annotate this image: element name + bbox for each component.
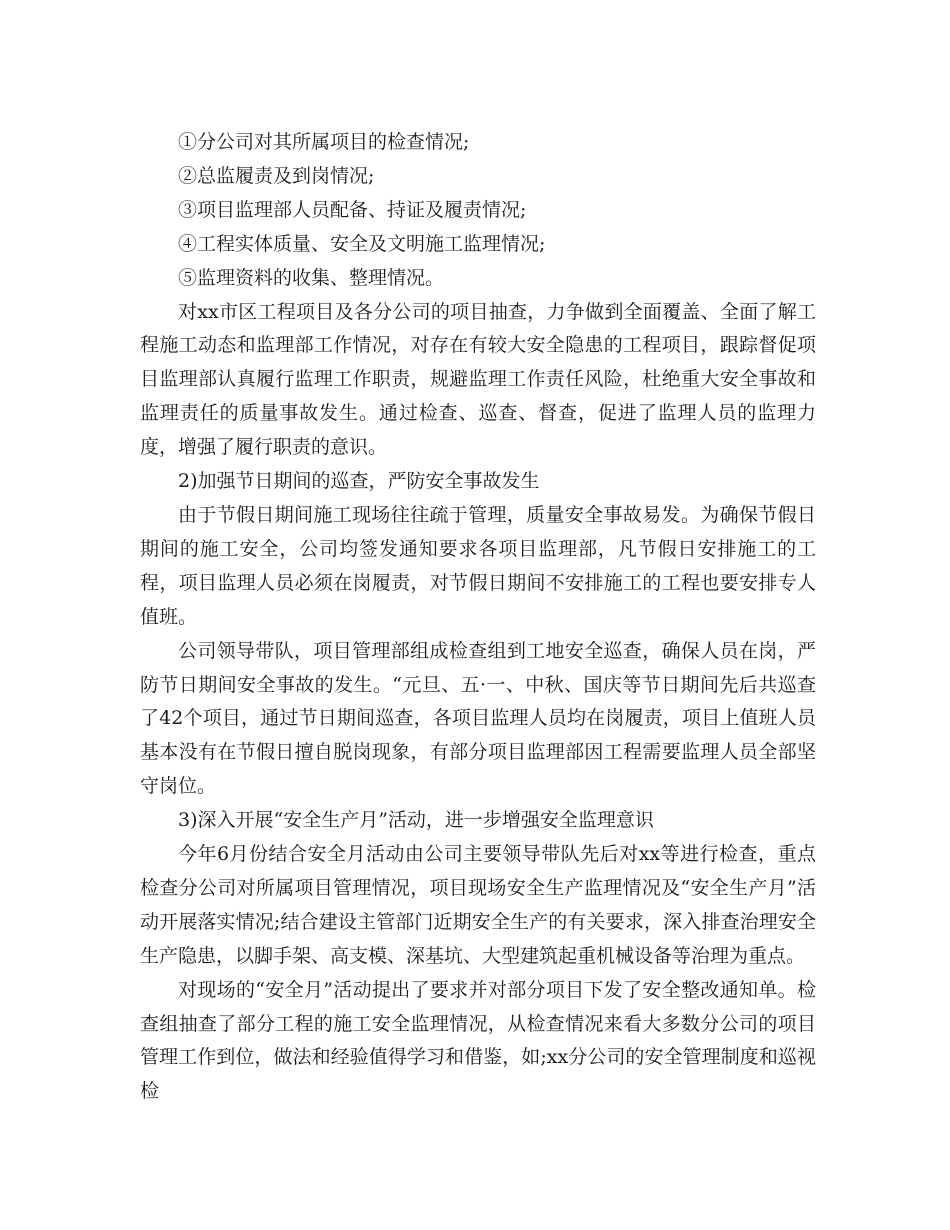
document-page [140,126,816,1109]
paragraph-inspection-coverage: 对xx市区工程项目及各分公司的项目抽查，力争做到全面覆盖、全面了解工程施工动态和监理部工作情况，对存在有较大安全隐患的工程项目，跟踪督促项目监理部认真履行监理工作职责，规避监理工作责任风险，杜绝重大安全事故和监理责任的质量事故发生。通过检查、巡查、督查，促进了监理人员的监理力度，增强了履行职责的意识。 [140,300,816,459]
paragraph-safety-month-requirements: 对现场的“安全月”活动提出了要求并对部分项目下发了安全整改通知单。检查组抽查了部分工程的施工安全监理情况，从检查情况来看大多数分公司的项目管理工作到位，做法和经验值得学习和借鉴，如;xx分公司的安全管理制度和巡视检 [140,978,816,1103]
paragraph-item-1: ①分公司对其所属项目的检查情况; [178,131,470,153]
paragraph-item-2: ②总监履责及到岗情况; [178,164,375,187]
section-heading-safety-month: 3)深入开展“安全生产月”活动，进一步增强安全监理意识 [178,809,654,832]
paragraph-leadership-patrol: 公司领导带队，项目管理部组成检查组到工地安全巡查，确保人员在岗，严防节日期间安全事故的发生。“元旦、五·一、中秋、国庆等节日期间先后共巡查了42个项目，通过节日期间巡查，各项目监理人员均在岗履责，项目上值班人员基本没有在节假日擅自脱岗现象，有部分项目监理部因工程需要监理人员全部坚守岗位。 [140,639,816,798]
section-heading-holiday-patrol: 2)加强节日期间的巡查，严防安全事故发生 [178,470,540,493]
paragraph-holiday-safety: 由于节假日期间施工现场往往疏于管理，质量安全事故易发。为确保节假日期间的施工安全，公司均签发通知要求各项目监理部，凡节假日安排施工的工程，项目监理人员必须在岗履责，对节假日期间不安排施工的工程也要安排专人值班。 [140,503,816,628]
paragraph-item-3: ③项目监理部人员配备、持证及履责情况; [178,198,527,221]
paragraph-item-5: ⑤监理资料的收集、整理情况。 [178,266,445,289]
paragraph-item-4: ④工程实体质量、安全及文明施工监理情况; [178,232,546,255]
paragraph-june-inspection: 今年6月份结合安全月活动由公司主要领导带队先后对xx等进行检查，重点检查分公司对所属项目管理情况，项目现场安全生产监理情况及“安全生产月”活动开展落实情况;结合建设主管部门近期安全生产的有关要求，深入排查治理安全生产隐患，以脚手架、高支模、深基坑、大型建筑起重机械设备等治理为重点。 [140,843,816,967]
